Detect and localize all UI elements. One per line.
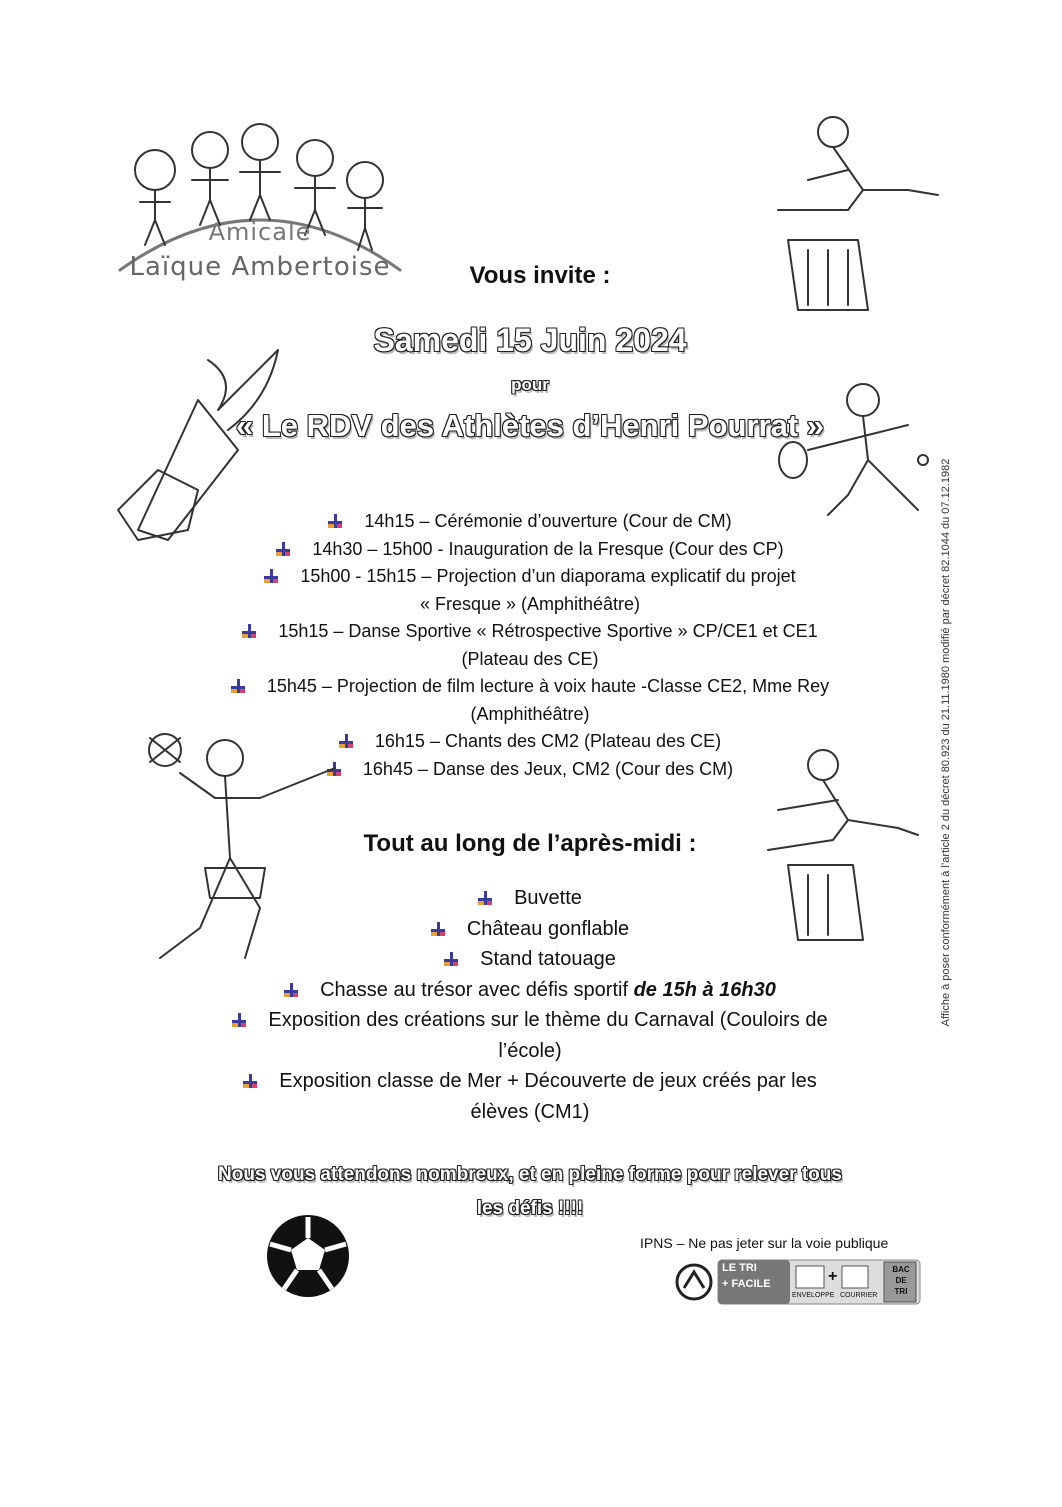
invite-heading: Vous invite : xyxy=(469,262,611,289)
tri-text: TRI xyxy=(894,1287,908,1296)
logo-title-line2: Laïque Ambertoise xyxy=(129,252,391,282)
afternoon-item-continuation: l’école) xyxy=(498,1039,562,1062)
afternoon-item xyxy=(160,1066,900,1097)
facile-label: + FACILE xyxy=(722,1278,771,1290)
afternoon-item xyxy=(160,944,900,975)
afternoon-heading: Tout au long de l’après-midi : xyxy=(363,830,697,857)
afternoon-item-text: Stand tatouage xyxy=(480,948,616,970)
afternoon-item-continuation: élèves (CM1) xyxy=(470,1100,590,1123)
program-item-text: 16h45 – Danse des Jeux, CM2 (Cour des CM) xyxy=(362,758,734,779)
afternoon-item-text: Buvette xyxy=(514,887,582,909)
cross-bullet-icon xyxy=(243,1074,257,1088)
program-item-text: 14h30 – 15h00 - Inauguration de la Fresque (Cour des CP) xyxy=(312,538,784,559)
afternoon-item-text: Exposition classe de Mer + Découverte de jeux créés par les xyxy=(279,1070,817,1092)
program-item-text: 14h15 – Cérémonie d’ouverture (Cour de CM) xyxy=(364,511,732,531)
program-item-continuation: (Plateau des CE) xyxy=(461,648,599,669)
event-title: « Le RDV des Athlètes d’Henri Pourrat » xyxy=(235,408,824,443)
cross-bullet-icon xyxy=(264,569,278,583)
program-item xyxy=(160,673,900,701)
cross-bullet-icon xyxy=(276,542,290,556)
program-item-text: 15h45 – Projection de film lecture à voix haute -Classe CE2, Mme Rey xyxy=(266,676,830,696)
program-item-text: 16h15 – Chants des CM2 (Plateau des CE) xyxy=(374,731,722,751)
closing-line2: les défis !!!! xyxy=(476,1198,584,1219)
afternoon-list xyxy=(160,883,900,1127)
afternoon-item xyxy=(160,883,900,914)
bac-de-tri-label xyxy=(890,1264,912,1297)
program-item xyxy=(160,618,900,646)
afternoon-item-text: Chasse au trésor avec défis sportif xyxy=(320,978,629,1001)
program-item xyxy=(160,563,900,591)
program-item xyxy=(160,508,900,536)
legal-notice: Affiche à poser conformément à l’article 2 du décret 80.923 du 21.11.1980 modifié par décret 82.1044 du 07.12.1982 xyxy=(940,458,952,1027)
ipns-notice: IPNS – Ne pas jeter sur la voie publique xyxy=(640,1235,889,1251)
cross-bullet-icon xyxy=(328,514,342,528)
treasure-hunt-time: de 15h à 16h30 xyxy=(633,978,776,1001)
event-date: Samedi 15 Juin 2024 xyxy=(373,322,687,358)
courrier-label: COURRIER xyxy=(840,1292,878,1299)
afternoon-item-text: Exposition des créations sur le thème du Carnaval (Couloirs de xyxy=(268,1009,828,1031)
program-item xyxy=(160,536,900,564)
soccer-ball-icon xyxy=(264,1212,352,1300)
plus-sign: + xyxy=(828,1268,838,1285)
pour-label: pour xyxy=(511,375,549,394)
le-tri-label: LE TRI xyxy=(722,1262,757,1274)
tennis-player-illustration xyxy=(768,375,933,525)
logo-title-line1: Amicale xyxy=(208,218,312,246)
afternoon-item xyxy=(160,914,900,945)
program-item-text: 15h00 - 15h15 – Projection d’un diaporama explicatif du projet xyxy=(300,566,796,586)
afternoon-item-text: Château gonflable xyxy=(466,917,630,940)
cross-bullet-icon xyxy=(232,1013,246,1027)
cross-bullet-icon xyxy=(478,891,492,905)
cross-bullet-icon xyxy=(431,922,445,936)
program-item-continuation: « Fresque » (Amphithéâtre) xyxy=(419,593,641,614)
hurdler-illustration xyxy=(748,110,948,330)
afternoon-item xyxy=(160,1005,900,1036)
cross-bullet-icon xyxy=(284,983,298,997)
afternoon-item xyxy=(160,975,900,1006)
program-item-continuation: (Amphithéâtre) xyxy=(470,703,590,724)
cross-bullet-icon xyxy=(444,952,458,966)
closing-line1: Nous vous attendons nombreux, et en pleine forme pour relever tous xyxy=(218,1164,842,1185)
bac-text: BAC xyxy=(892,1265,910,1274)
amicale-logo xyxy=(110,110,410,305)
program-item-text: 15h15 – Danse Sportive « Rétrospective Sportive » CP/CE1 et CE1 xyxy=(278,621,818,641)
cross-bullet-icon xyxy=(242,624,256,638)
triman-recycling-badge xyxy=(672,1258,924,1306)
legal-notice-wrapper xyxy=(928,430,952,1055)
cross-bullet-icon xyxy=(231,679,245,693)
enveloppe-label: ENVELOPPE xyxy=(792,1292,835,1299)
de-text: DE xyxy=(895,1276,907,1285)
